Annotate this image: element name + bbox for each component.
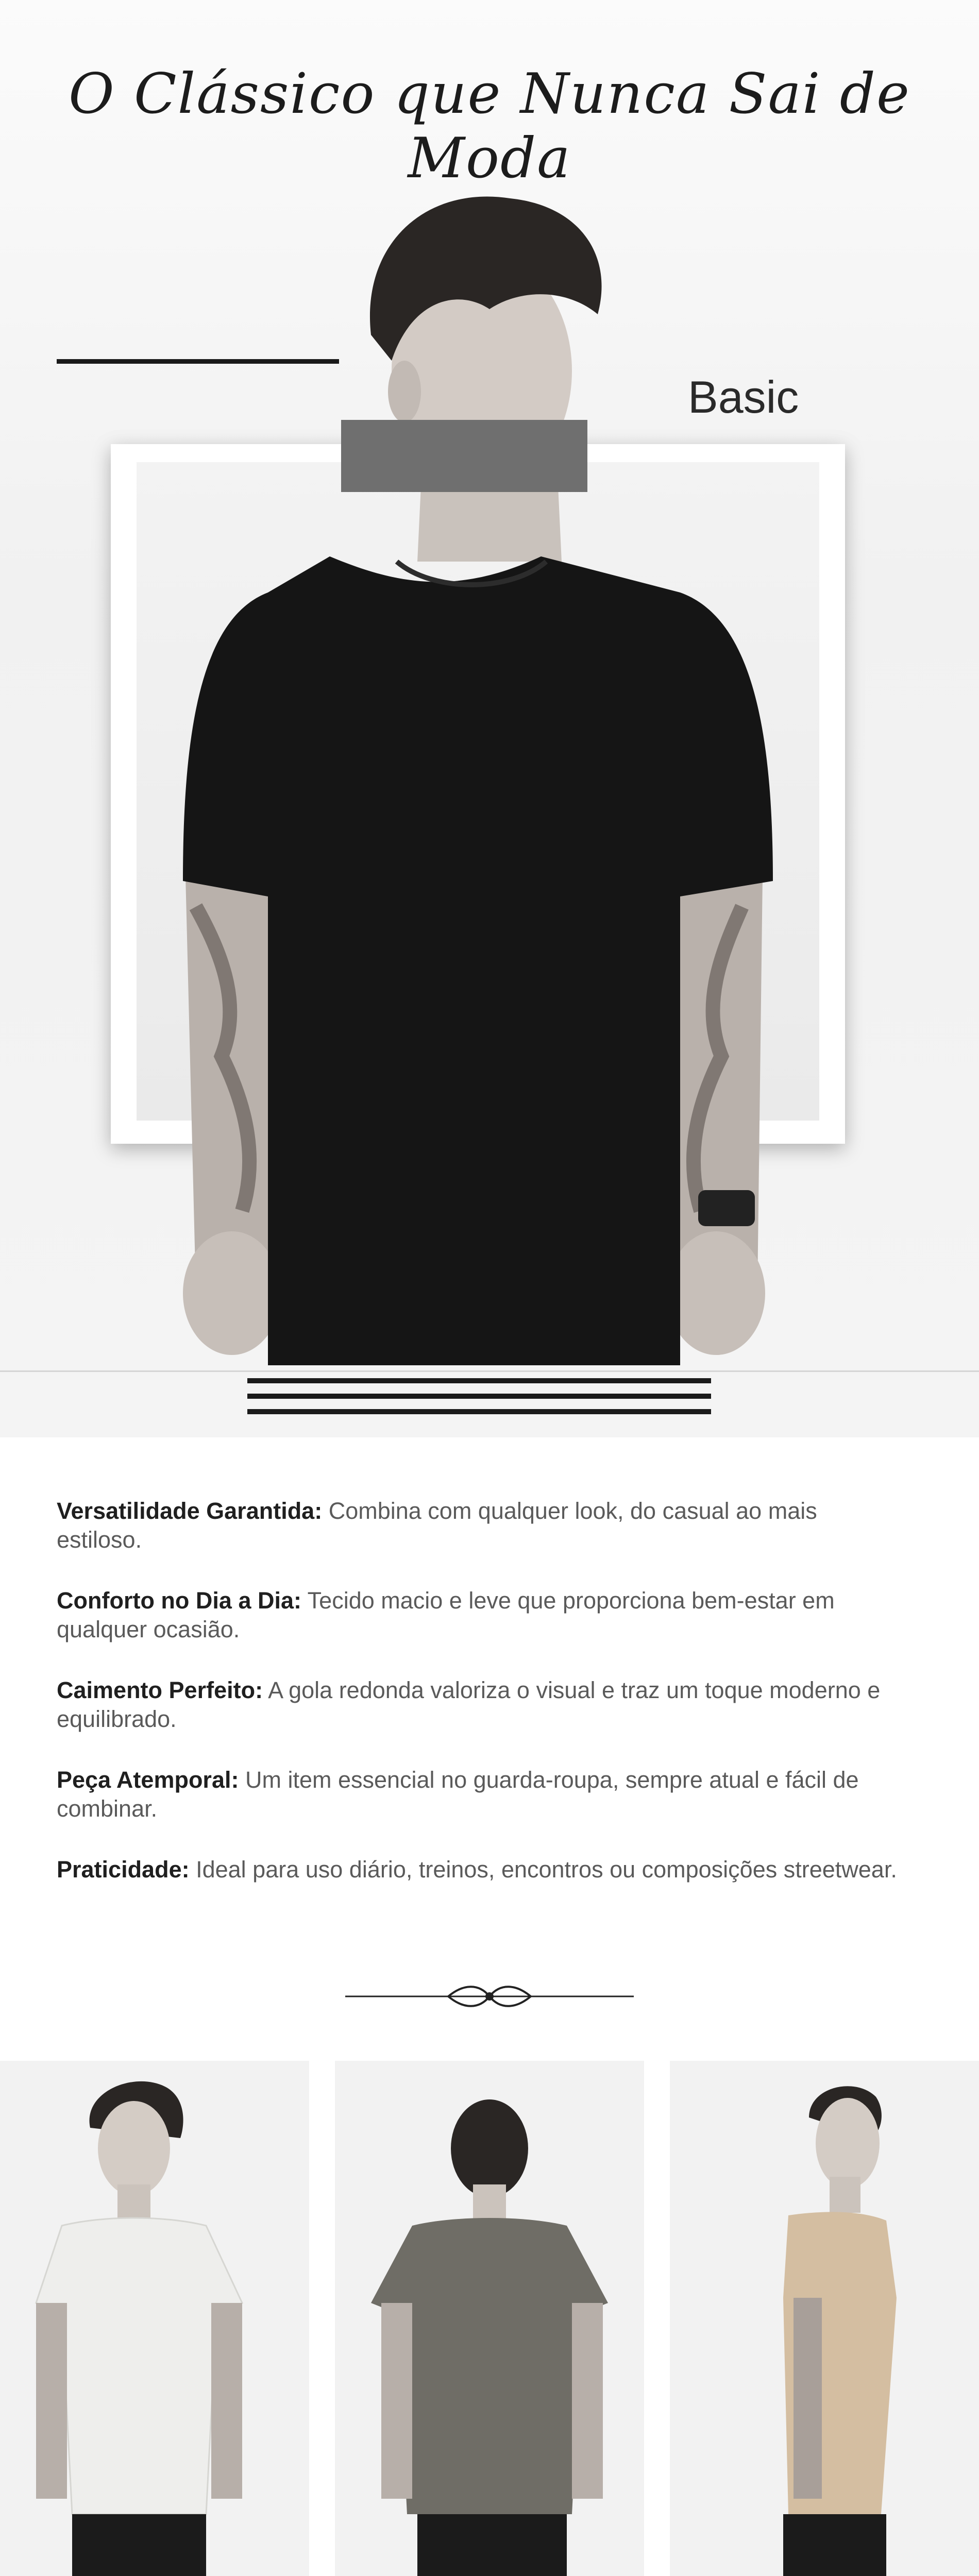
- photo-beige-shirt: [670, 2061, 979, 2576]
- gray-accent-bar: [341, 420, 587, 492]
- feature-item: Conforto no Dia a Dia: Tecido macio e leve que proporciona bem-estar em qualquer ocasião.: [57, 1587, 835, 1642]
- feature-item: Versatilidade Garantida: Combina com qualquer look, do casual ao mais estiloso.: [57, 1498, 817, 1553]
- ornament-divider: [345, 1981, 634, 2012]
- feature-item: Peça Atemporal: Um item essencial no guarda-roupa, sempre atual e fácil de combinar.: [57, 1767, 859, 1822]
- photo-gray-shirt: [335, 2061, 644, 2576]
- feature-item: Caimento Perfeito: A gola redonda valoriza o visual e traz um toque moderno e equilibrado.: [57, 1677, 881, 1732]
- product-label: Basic: [688, 371, 799, 422]
- decorative-stripes: [0, 1370, 979, 1437]
- feature-item: Praticidade: Ideal para uso diário, treinos, encontros ou composições streetwear.: [57, 1856, 897, 1883]
- hero-title: O Clássico que Nunca Sai de Moda: [69, 62, 910, 191]
- feature-list: [57, 1497, 902, 1916]
- photo-white-shirt: [0, 2061, 309, 2576]
